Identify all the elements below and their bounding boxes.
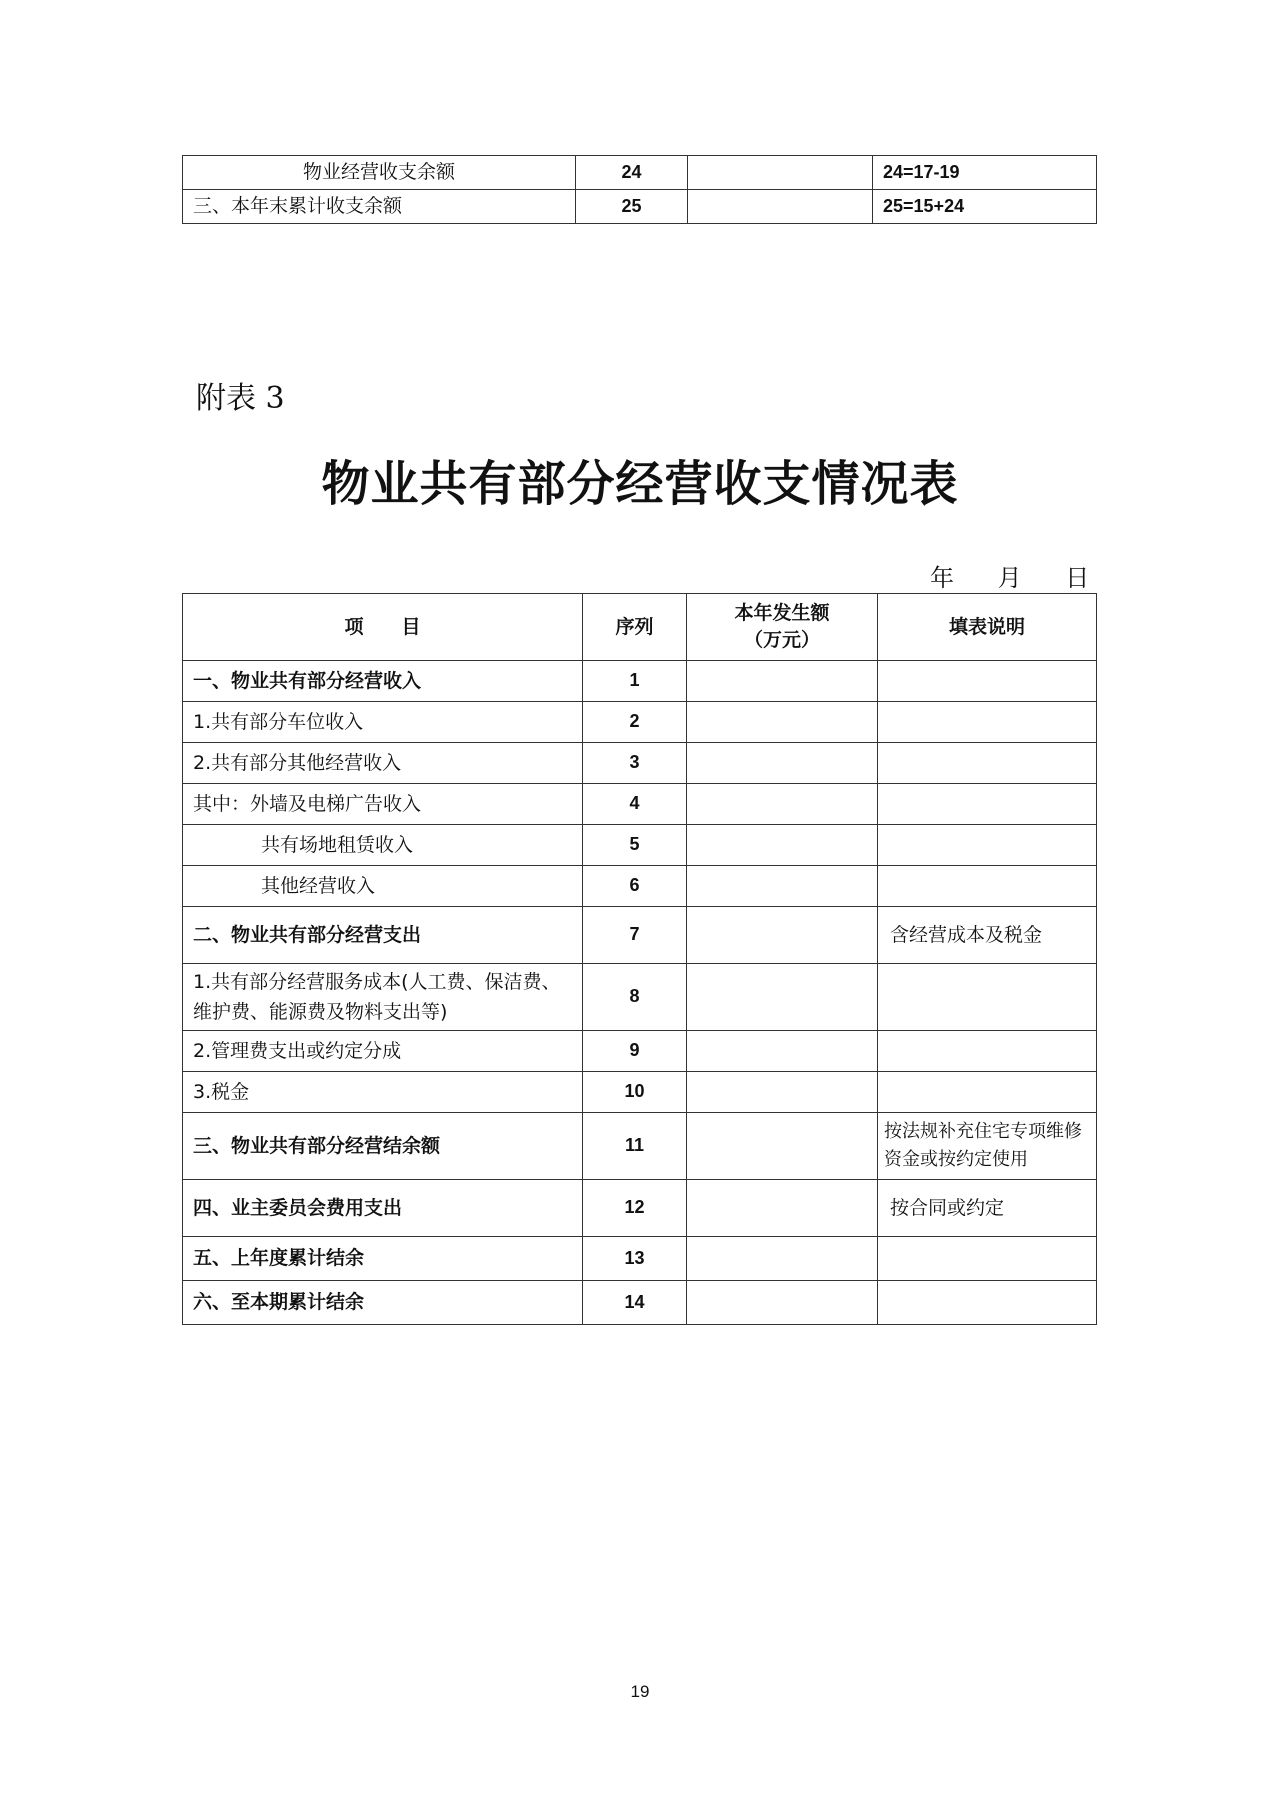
header-seq: 序列 (583, 594, 687, 661)
item-cell: 1.共有部分经营服务成本(人工费、保洁费、维护费、能源费及物料支出等) (183, 964, 583, 1031)
amount-cell[interactable] (687, 907, 878, 964)
table-row (183, 661, 1097, 702)
amount-cell[interactable] (687, 866, 878, 907)
note-cell (878, 702, 1097, 743)
amount-cell[interactable] (687, 1031, 878, 1072)
note-cell: 24=17-19 (873, 156, 1097, 190)
note-cell (878, 1237, 1097, 1281)
amount-cell[interactable] (687, 1113, 878, 1180)
note-cell (878, 661, 1097, 702)
item-cell: 二、物业共有部分经营支出 (183, 907, 583, 964)
amount-cell[interactable] (687, 743, 878, 784)
amount-cell[interactable] (687, 964, 878, 1031)
seq-cell: 9 (583, 1031, 687, 1072)
item-cell: 其他经营收入 (183, 866, 583, 907)
table-row (183, 156, 1097, 190)
table-row (183, 1281, 1097, 1325)
table-row (183, 1072, 1097, 1113)
table-row (183, 702, 1097, 743)
item-cell: 共有场地租赁收入 (183, 825, 583, 866)
note-cell (878, 1281, 1097, 1325)
header-amount (687, 594, 878, 661)
seq-cell: 11 (583, 1113, 687, 1180)
seq-cell: 2 (583, 702, 687, 743)
seq-cell: 8 (583, 964, 687, 1031)
date-line (930, 558, 1089, 593)
table-header-row (183, 594, 1097, 661)
note-cell: 按法规补充住宅专项维修资金或按约定使用 (878, 1113, 1097, 1180)
seq-cell: 5 (583, 825, 687, 866)
seq-cell: 1 (583, 661, 687, 702)
table-row (183, 1113, 1097, 1180)
amount-cell[interactable] (687, 784, 878, 825)
appendix-label: 附表 3 (196, 381, 285, 416)
page-title: 物业共有部分经营收支情况表 (321, 456, 959, 512)
date-month-label: 月 (997, 564, 1022, 592)
note-cell: 按合同或约定 (878, 1180, 1097, 1237)
header-amount-line2: （万元） (743, 629, 820, 651)
header-amount-line1: 本年发生额 (734, 602, 830, 625)
note-cell: 含经营成本及税金 (878, 907, 1097, 964)
income-expense-table (182, 593, 1097, 1325)
page-number: 19 (630, 1682, 650, 1701)
item-cell: 2.管理费支出或约定分成 (183, 1031, 583, 1072)
amount-cell[interactable] (687, 1281, 878, 1325)
item-cell: 2.共有部分其他经营收入 (183, 743, 583, 784)
amount-cell[interactable] (687, 1180, 878, 1237)
note-cell (878, 964, 1097, 1031)
table-row (183, 964, 1097, 1031)
amount-cell[interactable] (687, 1237, 878, 1281)
seq-cell: 14 (583, 1281, 687, 1325)
table-row (183, 743, 1097, 784)
seq-cell: 12 (583, 1180, 687, 1237)
item-cell: 3.税金 (183, 1072, 583, 1113)
seq-cell: 3 (583, 743, 687, 784)
amount-cell[interactable] (688, 156, 873, 190)
table-row (183, 907, 1097, 964)
header-item: 项 目 (183, 594, 583, 661)
table-row (183, 1237, 1097, 1281)
amount-cell[interactable] (688, 190, 873, 224)
table-row (183, 1031, 1097, 1072)
note-cell (878, 825, 1097, 866)
amount-cell[interactable] (687, 661, 878, 702)
item-cell: 其中：外墙及电梯广告收入 (183, 784, 583, 825)
header-note: 填表说明 (878, 594, 1097, 661)
seq-cell: 6 (583, 866, 687, 907)
table-row (183, 825, 1097, 866)
item-cell: 1.共有部分车位收入 (183, 702, 583, 743)
table-row (183, 1180, 1097, 1237)
previous-table-continuation (182, 155, 1097, 224)
note-cell (878, 1031, 1097, 1072)
item-cell: 五、上年度累计结余 (183, 1237, 583, 1281)
item-cell: 三、本年末累计收支余额 (183, 190, 576, 224)
seq-cell: 4 (583, 784, 687, 825)
item-cell: 四、业主委员会费用支出 (183, 1180, 583, 1237)
amount-cell[interactable] (687, 825, 878, 866)
note-cell: 25=15+24 (873, 190, 1097, 224)
seq-cell: 24 (576, 156, 688, 190)
amount-cell[interactable] (687, 702, 878, 743)
item-cell: 物业经营收支余额 (183, 156, 576, 190)
table-row (183, 784, 1097, 825)
seq-cell: 7 (583, 907, 687, 964)
note-cell (878, 1072, 1097, 1113)
seq-cell: 10 (583, 1072, 687, 1113)
seq-cell: 25 (576, 190, 688, 224)
note-cell (878, 784, 1097, 825)
date-day-label: 日 (1065, 564, 1090, 592)
table-row (183, 866, 1097, 907)
note-cell (878, 743, 1097, 784)
seq-cell: 13 (583, 1237, 687, 1281)
item-cell: 三、物业共有部分经营结余额 (183, 1113, 583, 1180)
amount-cell[interactable] (687, 1072, 878, 1113)
item-cell: 六、至本期累计结余 (183, 1281, 583, 1325)
table-row (183, 190, 1097, 224)
item-cell: 一、物业共有部分经营收入 (183, 661, 583, 702)
date-year-label: 年 (930, 564, 954, 592)
note-cell (878, 866, 1097, 907)
